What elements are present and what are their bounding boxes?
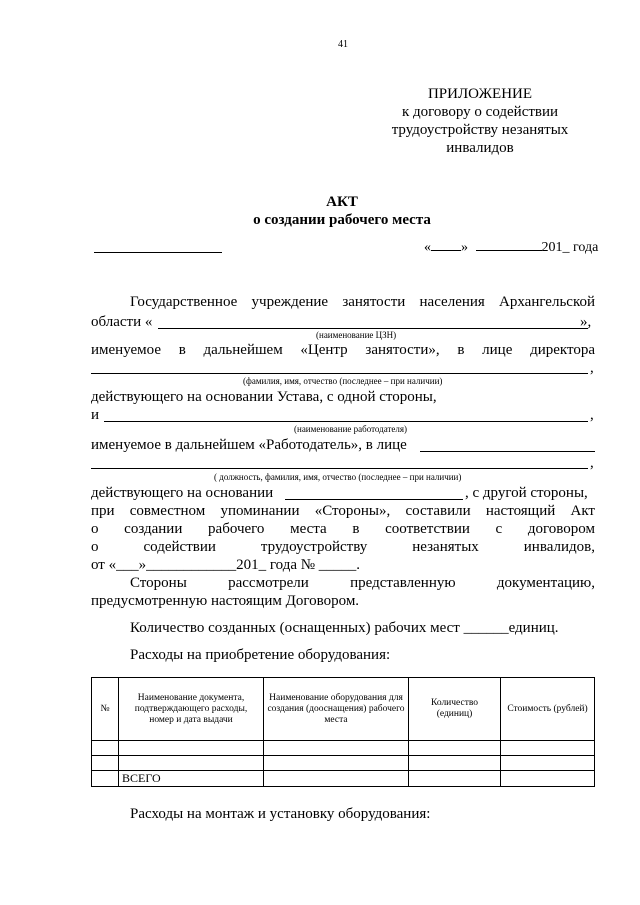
p1-line11: о создании рабочего места в соответствии с договором — [91, 521, 595, 537]
total-label: ВСЕГО — [119, 771, 264, 787]
p1-line3: именуемое в дальнейшем «Центр занятости», в лице директора — [91, 342, 595, 358]
header-number: № — [92, 678, 119, 741]
header-quantity: Количество (единиц) — [409, 678, 501, 741]
czn-name-underline — [158, 328, 588, 329]
date-line — [424, 240, 598, 256]
basis-underline — [285, 499, 463, 500]
appendix-title: ПРИЛОЖЕНИЕ — [427, 86, 533, 102]
appendix-line: трудоустройству незанятых — [391, 122, 569, 138]
representative-underline — [420, 451, 595, 452]
table-row — [92, 741, 595, 756]
p1-line2-end: », — [580, 314, 592, 330]
table-total-row — [92, 771, 595, 787]
director-underline — [91, 373, 588, 374]
appendix-header — [380, 86, 580, 157]
position-underline — [91, 468, 588, 469]
p5-installation-costs: Расходы на монтаж и установку оборудования: — [130, 806, 431, 822]
date-year: 201_ года — [541, 240, 599, 255]
comma: , — [590, 455, 594, 471]
p1-line9-start: действующего на основании — [91, 485, 274, 501]
p1-line7: именуемое в дальнейшем «Работодатель», в лице — [91, 437, 407, 453]
p1-line1: Государственное учреждение занятости населения Архангельской — [130, 294, 595, 310]
p1-line13: от «___»____________201_ года № _____. — [91, 557, 361, 573]
caption-employer: (наименование работодателя) — [294, 424, 408, 434]
date-open-quote: « — [424, 240, 431, 255]
p2-line1: Стороны рассмотрели представленную документацию, — [130, 575, 595, 591]
comma: , — [590, 360, 594, 376]
p3-workplaces-count: Количество созданных (оснащенных) рабочих мест ______единиц. — [130, 620, 559, 636]
page-number: 41 — [338, 39, 348, 50]
comma: , — [590, 407, 594, 423]
p1-line5: действующего на основании Устава, с одной стороны, — [91, 389, 437, 405]
place-underline — [94, 252, 222, 253]
caption-director: (фамилия, имя, отчество (последнее – при наличии) — [243, 376, 443, 386]
header-document: Наименование документа, подтверждающего расходы, номер и дата выдачи — [119, 678, 264, 741]
appendix-line: к договору о содействии — [401, 104, 559, 120]
appendix-line: инвалидов — [446, 140, 514, 156]
act-subtitle: о создании рабочего места — [253, 212, 431, 228]
p1-and: и — [91, 407, 100, 423]
p1-line2-start: области « — [91, 314, 153, 330]
p2-line2: предусмотренную настоящим Договором. — [91, 593, 360, 609]
p1-line9-end: , с другой стороны, — [465, 485, 588, 501]
p1-line12: о содействии трудоустройству незанятых инвалидов, — [91, 539, 595, 555]
equipment-cost-table — [91, 677, 595, 787]
date-close-quote: » — [461, 240, 468, 255]
header-cost: Стоимость (рублей) — [501, 678, 595, 741]
caption-czn: (наименование ЦЗН) — [316, 330, 397, 340]
table-row — [92, 756, 595, 771]
p1-line10: при совместном упоминании «Стороны», составили настоящий Акт — [91, 503, 595, 519]
employer-underline — [104, 421, 588, 422]
p4-equipment-costs: Расходы на приобретение оборудования: — [130, 647, 391, 663]
header-equipment: Наименование оборудования для создания (дооснащения) рабочего места — [264, 678, 409, 741]
act-title: АКТ — [326, 194, 358, 210]
table-header-row — [92, 678, 595, 741]
caption-position: ( должность, фамилия, имя, отчество (последнее – при наличии) — [214, 472, 462, 482]
